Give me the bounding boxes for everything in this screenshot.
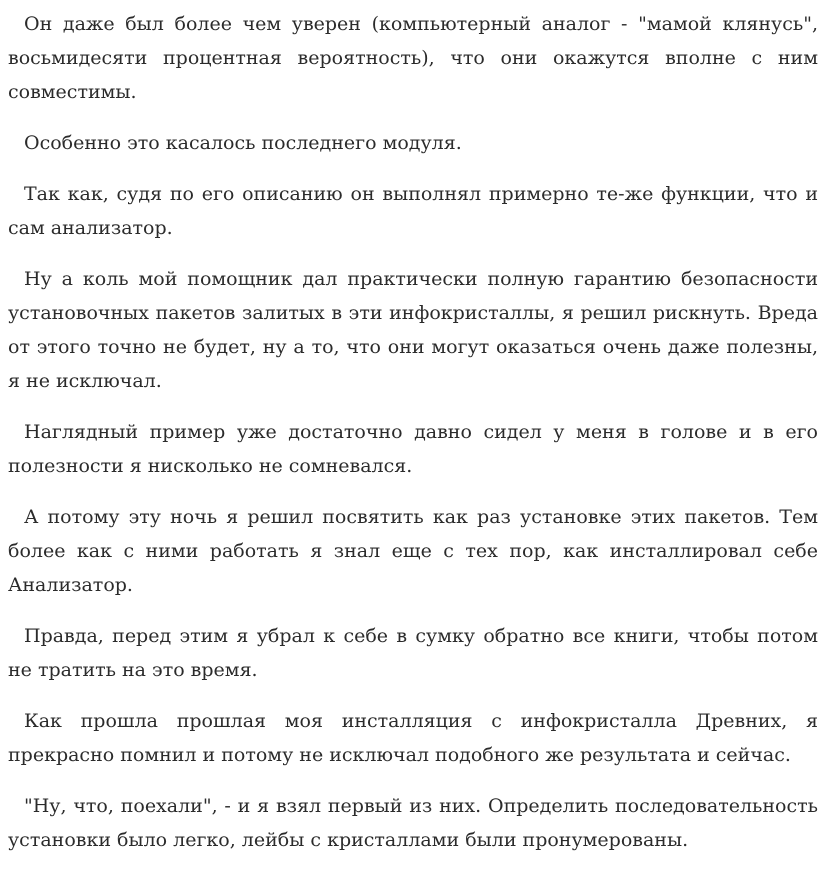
paragraph: Особенно это касалось последнего модуля. bbox=[24, 132, 462, 154]
paragraph: Наглядный пример уже достаточно давно сидел у меня в голове и в его полезности я нисколько не сомневался. bbox=[8, 421, 818, 477]
paragraph: Он даже был более чем уверен (компьютерный аналог - "мамой клянусь", восьмидесяти процентная вероятность), что они окажутся вполне с ним совместимы. bbox=[8, 13, 818, 103]
paragraph: А потому эту ночь я решил посвятить как раз установке этих пакетов. Тем более как с ними работать я знал еще с тех пор, как инсталлировал себе Анализатор. bbox=[8, 506, 818, 596]
paragraph: "Ну, что, поехали", - и я взял первый из них. Определить последовательность установки было легко, лейбы с кристаллами были пронумерованы. bbox=[8, 795, 818, 851]
paragraph: Правда, перед этим я убрал к себе в сумку обратно все книги, чтобы потом не тратить на это время. bbox=[8, 625, 818, 681]
paragraph: Как прошла прошлая моя инсталляция с инфокристалла Древних, я прекрасно помнил и потому не исключал подобного же результата и сейчас. bbox=[8, 710, 818, 766]
document-body bbox=[8, 7, 818, 874]
paragraph: Ну а коль мой помощник дал практически полную гарантию безопасности установочных пакетов залитых в эти инфокристаллы, я решил рискнуть. Вреда от этого точно не будет, ну а то, что они могут оказаться очень даже полезны, я не исключал. bbox=[8, 268, 818, 392]
paragraph: Так как, судя по его описанию он выполнял примерно те-же функции, что и сам анализатор. bbox=[8, 183, 818, 239]
